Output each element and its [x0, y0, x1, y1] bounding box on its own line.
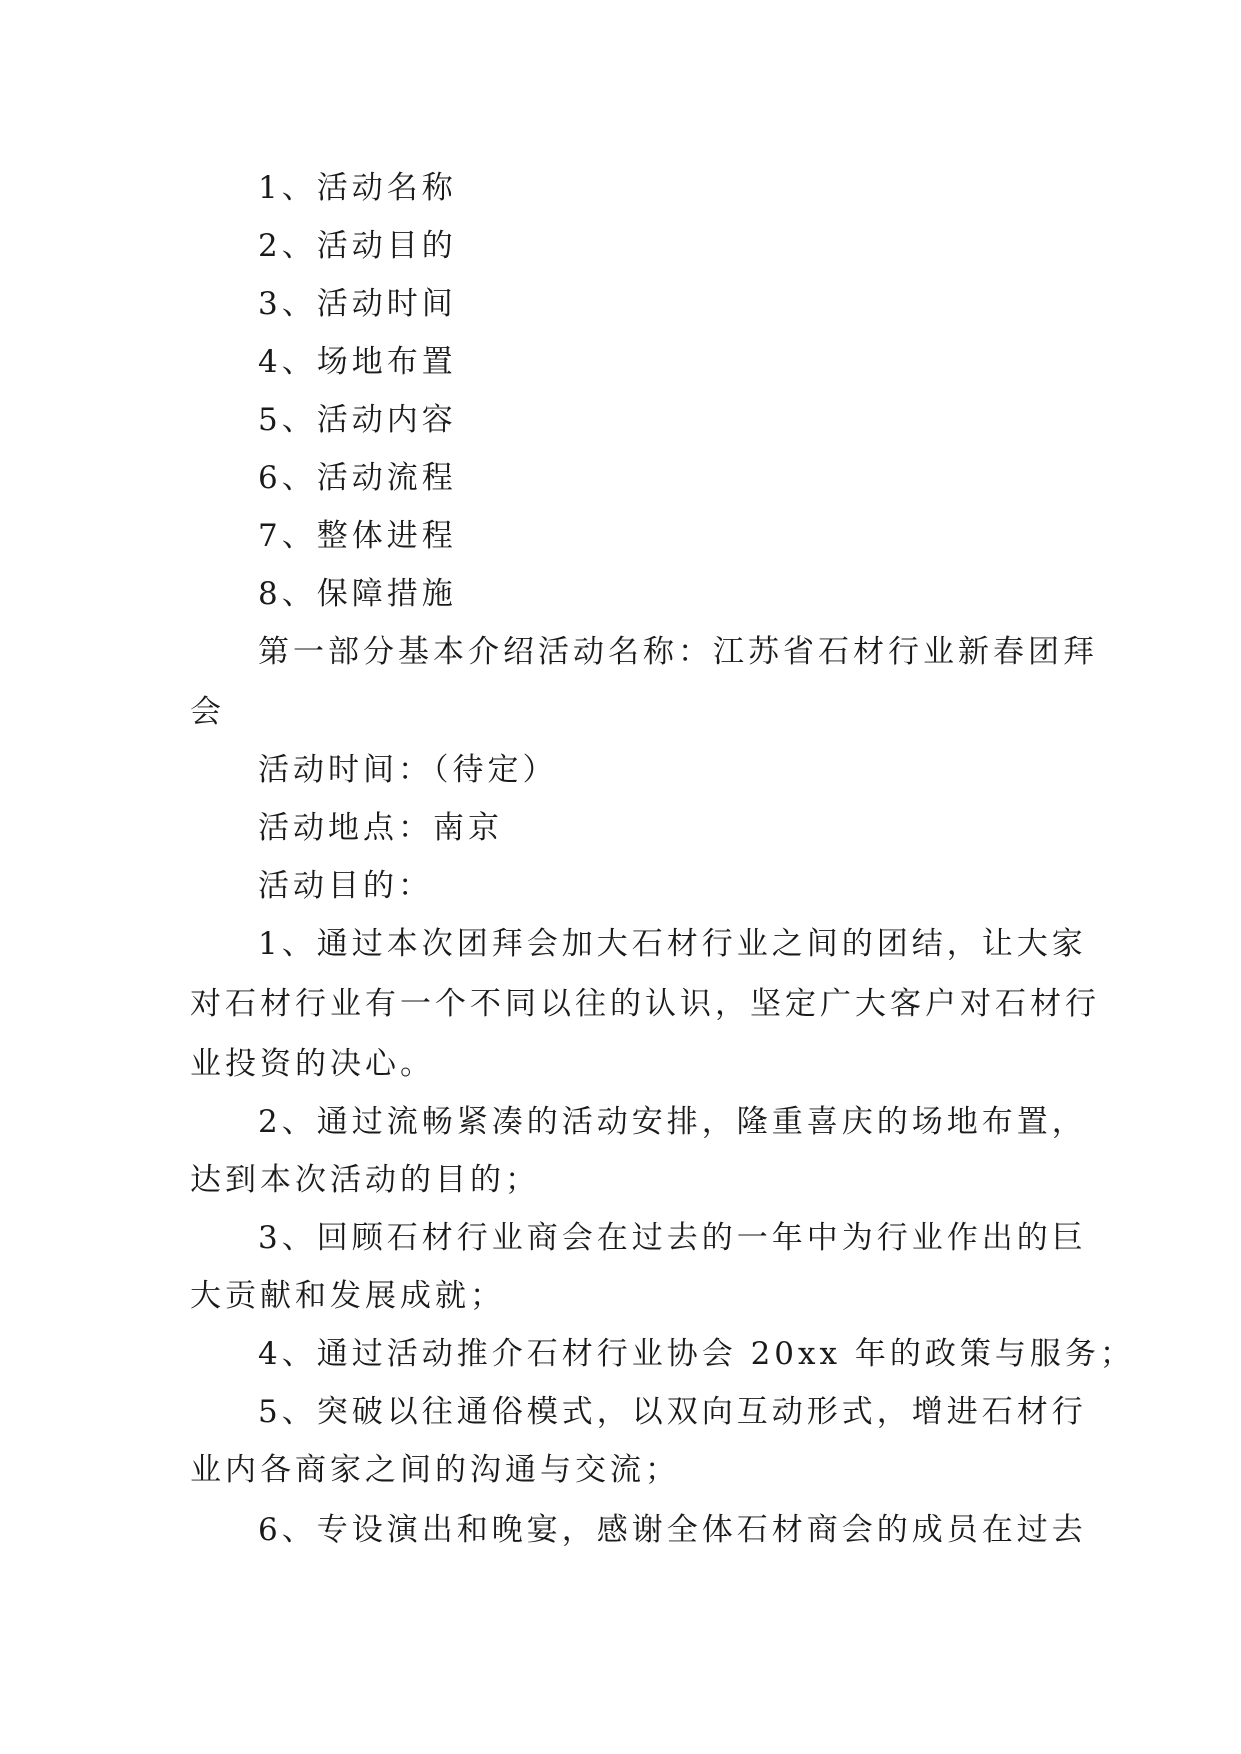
- toc-item: 1、活动名称: [258, 170, 457, 206]
- activity-place: 活动地点：南京: [258, 810, 503, 846]
- purpose-line: 5、突破以往通俗模式，以双向互动形式，增进石材行: [258, 1394, 1087, 1430]
- purpose-line: 6、专设演出和晚宴，感谢全体石材商会的成员在过去: [258, 1512, 1087, 1548]
- intro-line: 第一部分基本介绍活动名称：江苏省石材行业新春团拜: [258, 634, 1098, 670]
- toc-item: 4、场地布置: [258, 344, 457, 380]
- toc-item: 6、活动流程: [258, 460, 457, 496]
- purpose-line: 达到本次活动的目的；: [190, 1162, 540, 1198]
- toc-item: 3、活动时间: [258, 286, 457, 322]
- purpose-line: 业内各商家之间的沟通与交流；: [190, 1452, 680, 1488]
- purpose-heading: 活动目的：: [258, 868, 433, 904]
- purpose-line: 1、通过本次团拜会加大石材行业之间的团结，让大家: [258, 926, 1087, 962]
- toc-item: 7、整体进程: [258, 518, 457, 554]
- purpose-line: 3、回顾石材行业商会在过去的一年中为行业作出的巨: [258, 1220, 1087, 1256]
- toc-item: 2、活动目的: [258, 228, 457, 264]
- purpose-line: 大贡献和发展成就；: [190, 1278, 505, 1314]
- purpose-line: 对石材行业有一个不同以往的认识，坚定广大客户对石材行: [190, 986, 1100, 1022]
- purpose-line: 2、通过流畅紧凑的活动安排，隆重喜庆的场地布置，: [258, 1104, 1087, 1140]
- purpose-line: 业投资的决心。: [190, 1046, 435, 1082]
- toc-item: 8、保障措施: [258, 576, 457, 612]
- purpose-line: 4、通过活动推介石材行业协会 20xx 年的政策与服务；: [258, 1336, 1135, 1372]
- intro-line-continuation: 会: [190, 694, 225, 730]
- toc-item: 5、活动内容: [258, 402, 457, 438]
- activity-time: 活动时间：（待定）: [258, 752, 558, 788]
